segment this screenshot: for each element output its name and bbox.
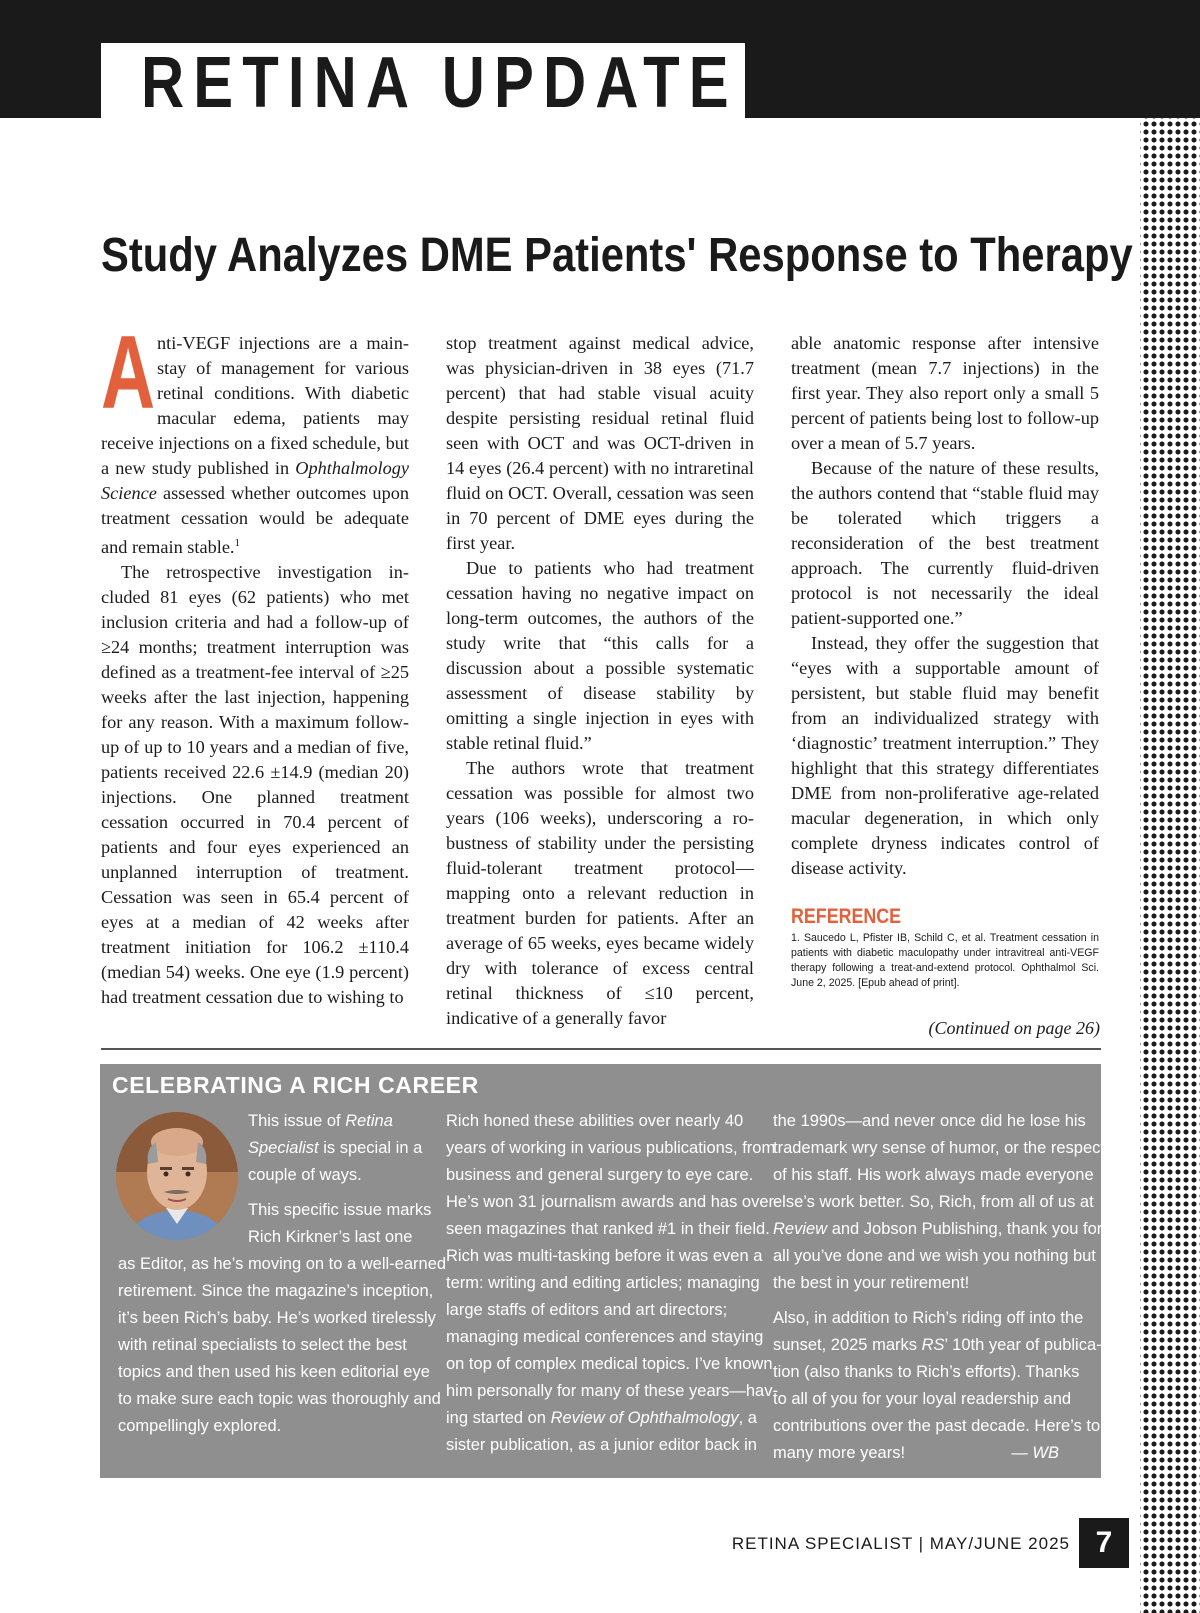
reference-text: 1. Saucedo L, Pfister IB, Schild C, et al. Treatment cessation in patients with diabetic maculopathy under intravitreal anti-VEGF therapy following a treat-and-extend protocol. Ophthalmol Sci. June 2, 2025. [Epub ahead of print]. [791,932,1099,989]
article-column-3 [791,331,1099,991]
article-column-1 [101,315,409,1010]
signature: — WB [1011,1444,1059,1462]
article-paragraph: Due to patients who had treatment cessation having no negative impact on long-term outcomes, the authors of the study write that “this calls for a discussion about a possible systematic assessment of disease stability by omitting a single injection in eyes with stable retinal fluid.” [446,558,754,753]
drop-cap: A [101,315,156,431]
sidebar-column-2: Rich honed these abilities over nearly 40 years of working in various publications, from business and general surgery to eye care. He’s won 31 journalism awards and has over- seen magazines that ranked #1 in their field. Rich was multi-tasking before it was even a term: writing and editing articles; managing large staffs of editors and art directors; managing medical conferences and staying on top of complex medical topics. I’ve known him personally for many of these years—hav- ing started on Review of Ophthalmology, a sister publication, as a junior editor back in [446,1112,780,1454]
article-column-2 [446,331,754,1031]
decorative-dot-pattern [1140,118,1200,1613]
article-paragraph: Anti-VEGF injections are a mainstay of management for various retinal conditions. With diabetic macular edema, patients may receive injections on a fixed schedule, but a new study published in Ophthalmology Science assessed whether outcomes upon treatment cessation would be adequate and remain stable.$^1$ [101,315,409,558]
continued-note: (Continued on page 26) [928,1018,1100,1038]
sidebar-column-1: This issue of Retina Specialist is special in a couple of ways. This specific issue marks Rich Kirkner’s last one as Editor, as he’s moving on to a well-earned retirement. Since the magazine’s inception, it’s been Rich’s baby. He’s worked tirelessly with retinal specialists to select the best topics and then used his keen editorial eye to make sure each topic was thoroughly and compellingly explored. [118,1112,447,1435]
divider [101,1048,1101,1050]
sidebar-column-3: the 1990s—and never once did he lose his trademark wry sense of humor, or the respect of his staff. His work always made everyone else’s work better. So, Rich, from all of us at Review and Jobson Publishing, thank you for all you’ve done and we wish you nothing but the best in your retirement! Also, in addition to Rich’s riding off into the sunset, 2025 marks RS’ 10th year of publica- tion (also thanks to Rich’s efforts). Thanks to all of you for your loyal readership and contributions over the past decade. Here’s to many more years! — WB [773,1108,1083,1467]
article-paragraph: The retrospective investigation included 81 eyes (62 patients) who met inclusion criteria and had a follow-up of ≥24 months; treatment interruption was defined as a treatment-fee interval of ≥25 weeks after the last injection, happening for any reason. With a maximum follow-up of up to 10 years and a median of five, patients received 22.6 ±14.9 (median 20) injections. One planned treatment cessation occurred in 70.4 percent of patients and four eyes experienced an unplanned interruption of treatment. Cessation was seen in 65.4 percent of eyes at a median of 42 weeks after treatment initiation for 106.2 ±110.4 (median 54) weeks. One eye (1.9 percent) had treatment cessation due to wishing to [101,562,409,1008]
sidebar-title: CELEBRATING A RICH CAREER [112,1072,479,1098]
article-paragraph: able anatomic response after intensive treatment (mean 7.7 injections) in the first year. They also report only a small 5 percent of patients being lost to follow-up over a mean of 5.7 years. [791,333,1099,453]
article-paragraph: stop treatment against medical advice, was physician-driven in 38 eyes (71.7 percent) that had stable visual acuity despite persisting residual retinal fluid seen with OCT and was OCT-driven in 14 eyes (26.4 percent) with no intraretinal fluid on OCT. Overall, cessation was seen in 70 percent of DME eyes during the first year. [446,333,754,553]
article-paragraph: The authors wrote that treatment cessation was possible for almost two years (106 weeks), underscoring a robustness of stability under the persisting fluid-tolerant treatment protocol— mapping onto a relevant reduction in treatment burden for patients. After an average of 65 weeks, eyes became widely dry with tolerance of excess central retinal thickness of ≤10 percent, indicative of a generally favor [446,758,754,1028]
journal-name: Ophthalmology Science [101,458,409,503]
section-title: RETINA UPDATE [141,43,738,123]
article-paragraph: Instead, they offer the suggestion that “eyes with a supportable amount of persistent, but stable fluid may benefit from an individualized strategy with ‘diagnostic’ treatment interruption.” They highlight that this strategy differentiates DME from non-proliferative age-related macular degeneration, in which only complete dryness indicates control of disease activity. [791,633,1099,878]
section-tab [101,43,745,123]
article-headline: Study Analyzes DME Patients' Response to Therapy [101,229,1133,282]
reference-heading: REFERENCE [791,905,902,928]
footer-publication: RETINA SPECIALIST | MAY/JUNE 2025 [731,1534,1070,1553]
sidebar-box [100,1064,1105,1478]
reference-marker: 1 [234,537,241,549]
article-paragraph: Because of the nature of these results, the authors contend that “stable fluid may be tolerated which triggers a reconsideration of the best treatment approach. The currently fluid-driven protocol is not necessarily the ideal patient-supported one.” [791,458,1099,628]
page-number: 7 [1079,1518,1129,1568]
